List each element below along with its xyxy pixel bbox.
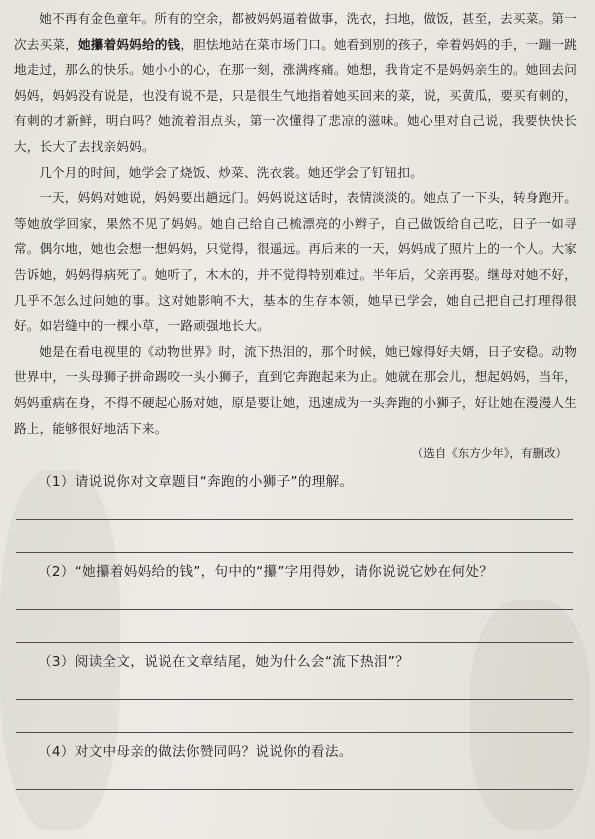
question-text: （4）对文中母亲的做法你赞同吗？说说你的看法。 — [38, 744, 353, 761]
paragraph-text: 她不再有金色童年。所有的空余，都被妈妈逼着做事，洗衣，扫地，做饭，甚至，去买菜。第一次去买菜， — [14, 11, 577, 52]
passage-paragraph — [14, 6, 577, 160]
passage-paragraph — [14, 160, 577, 186]
paragraph-text: ，胆怯地站在菜市场门口。她看到别的孩子，牵着妈妈的手，一蹦一跳地走过，那么的快乐。她小小的心，在那一刻，涨满疼痛。她想，我肯定不是妈妈亲生的。她回去问妈妈，妈妈没有说是，也没有说不是，只是很生气地指着她买回来的菜，说，买黄瓜，要买有刺的，有刺的才新鲜，明白吗？她流着泪点头，第一次懂得了悲凉的滋味。她心里对自己说，我要快快长大，长大了去找亲妈妈。 — [14, 36, 578, 154]
question-text: （2）“她攥着妈妈给的钱”，句中的“攥”字用得妙，请你说说它妙在何处？ — [38, 564, 494, 581]
paragraph-text: 她是在看电视里的《动物世界》时，流下热泪的，那个时候，她已嫁得好夫婿，日子安稳。动物世界中，一头母狮子拼命踢咬一头小狮子，直到它奔跑起来为止。她就在那会儿，想起妈妈，当年，妈妈重病在身，不得不硬起心肠对她，原是要让她，迅速成为一头奔跑的小狮子，好让她在漫漫人生路上，能够很好地活下来。 — [14, 343, 577, 436]
reading-passage — [14, 6, 577, 441]
paragraph-text: 几个月的时间，她学会了烧饭、炒菜、洗衣裳。她还学会了钉钮扣。 — [39, 164, 423, 180]
passage-paragraph — [14, 339, 577, 441]
highlighted-phrase: 她攥着妈妈给的钱 — [77, 36, 181, 52]
paper-shadow — [0, 470, 120, 830]
question-text: （3）阅读全文，说说在文章结尾，她为什么会“流下热泪”？ — [38, 654, 409, 671]
passage-source: （选自《东方少年》，有删改） — [411, 446, 567, 461]
question-text: （1）请说说你对文章题目“奔跑的小狮子”的理解。 — [38, 474, 354, 491]
paragraph-text: 一天，妈妈对她说，妈妈要出趟远门。妈妈说这话时，表情淡淡的。她点了一下头，转身跑开。等她放学回家，果然不见了妈妈。她自己给自己梳漂亮的小辫子，自己做饭给自己吃，日子一如寻常。偶尔地，她也会想一想妈妈，只觉得，很遥远。再后来的一天，妈妈成了照片上的一个人。大家告诉她，妈妈得病死了。她听了，木木的，并不觉得特别难过。半年后，父亲再娶。继母对她不好，几乎不怎么过问她的事。这对她影响不大，基本的生存本领，她早已学会，她自己把自己打理得很好。如岩缝中的一棵小草，一路顽强地长大。 — [14, 190, 577, 334]
paper-shadow — [470, 600, 590, 830]
passage-paragraph — [14, 185, 577, 339]
